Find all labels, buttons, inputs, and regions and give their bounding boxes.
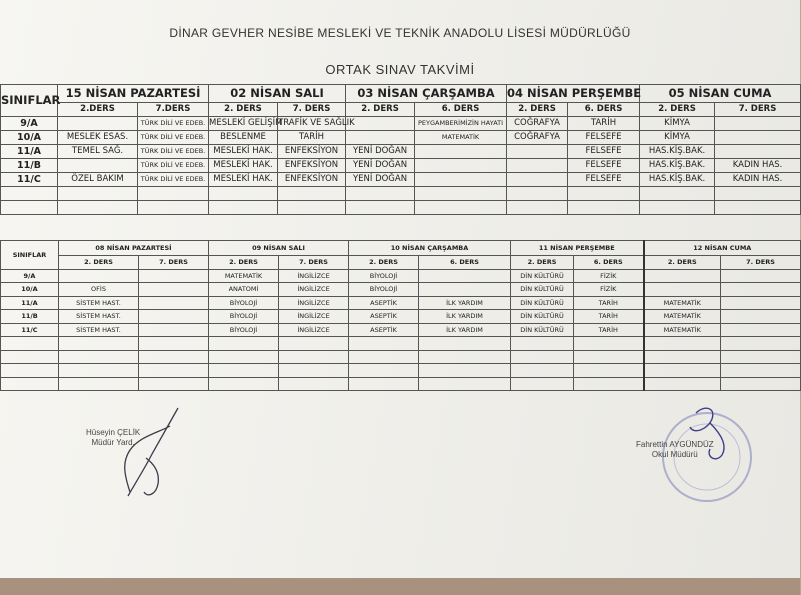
empty-cell xyxy=(1,350,59,364)
exam-cell: İNGİLİZCE xyxy=(279,269,349,283)
exam-cell: TARİH xyxy=(574,310,644,324)
slot-header: 7. DERS xyxy=(278,103,346,117)
signature-left xyxy=(86,428,140,449)
empty-cell xyxy=(419,377,511,391)
exam-cell: TEMEL SAĞ. xyxy=(58,145,138,159)
empty-cell xyxy=(279,377,349,391)
empty-cell xyxy=(139,337,209,351)
exam-cell: MESLEK ESAS. xyxy=(58,131,138,145)
empty-row xyxy=(1,201,801,215)
empty-cell xyxy=(644,377,721,391)
exam-cell xyxy=(346,117,415,131)
exam-cell: ENFEKSİYON xyxy=(278,173,346,187)
exam-cell: ÖZEL BAKIM xyxy=(58,173,138,187)
day-header: 09 NİSAN SALI xyxy=(209,241,349,256)
table-row xyxy=(1,323,801,337)
exam-cell: KADIN HAS. xyxy=(715,173,801,187)
empty-cell xyxy=(346,187,415,201)
empty-cell xyxy=(349,377,419,391)
exam-cell: DİN KÜLTÜRÜ xyxy=(511,283,574,297)
exam-cell xyxy=(644,283,721,297)
empty-cell xyxy=(574,377,644,391)
exam-cell: TARİH xyxy=(278,131,346,145)
empty-cell xyxy=(1,201,58,215)
slot-header: 2. DERS xyxy=(346,103,415,117)
day-header: 03 NİSAN ÇARŞAMBA xyxy=(346,85,507,103)
exam-cell xyxy=(419,283,511,297)
exam-cell: TARİH xyxy=(568,117,640,131)
exam-cell xyxy=(58,117,138,131)
exam-cell xyxy=(715,145,801,159)
class-name: 11/C xyxy=(1,173,58,187)
exam-cell: SİSTEM HAST. xyxy=(59,310,139,324)
slot-header: 7. DERS xyxy=(715,103,801,117)
exam-cell: İNGİLİZCE xyxy=(279,283,349,297)
exam-cell xyxy=(419,269,511,283)
empty-cell xyxy=(507,187,568,201)
empty-cell xyxy=(349,350,419,364)
signature-left-scribble xyxy=(100,402,200,502)
exam-cell: FELSEFE xyxy=(568,131,640,145)
empty-cell xyxy=(1,364,59,378)
exam-cell xyxy=(721,323,801,337)
empty-cell xyxy=(568,201,640,215)
empty-cell xyxy=(507,201,568,215)
empty-cell xyxy=(278,201,346,215)
exam-cell: TARİH xyxy=(574,296,644,310)
table-row xyxy=(1,145,801,159)
slot-header: 2. DERS xyxy=(511,256,574,270)
empty-cell xyxy=(415,201,507,215)
empty-row xyxy=(1,337,801,351)
empty-cell xyxy=(644,337,721,351)
exam-cell xyxy=(415,173,507,187)
slot-header: 7. DERS xyxy=(721,256,801,270)
empty-row xyxy=(1,377,801,391)
signature-left-name: Hüseyin ÇELİK xyxy=(86,428,141,437)
table-row xyxy=(1,131,801,145)
empty-cell xyxy=(59,364,139,378)
empty-cell xyxy=(511,350,574,364)
exam-cell xyxy=(721,269,801,283)
slot-header: 2. DERS xyxy=(349,256,419,270)
exam-schedule-table-2 xyxy=(0,240,801,391)
empty-cell xyxy=(715,201,801,215)
empty-cell xyxy=(1,337,59,351)
day-header-row xyxy=(1,85,801,103)
slot-header: 7. DERS xyxy=(139,256,209,270)
table-row xyxy=(1,117,801,131)
exam-cell: DİN KÜLTÜRÜ xyxy=(511,296,574,310)
exam-cell: TÜRK DİLİ VE EDEB. xyxy=(138,173,209,187)
exam-cell xyxy=(59,269,139,283)
signature-left-role: Müdür Yard. xyxy=(91,438,135,448)
empty-cell xyxy=(511,364,574,378)
exam-cell xyxy=(139,283,209,297)
table-row xyxy=(1,269,801,283)
class-name: 11/A xyxy=(1,145,58,159)
empty-cell xyxy=(415,187,507,201)
exam-cell: MATEMATİK xyxy=(644,296,721,310)
class-name: 11/C xyxy=(1,323,59,337)
day-header: 10 NİSAN ÇARŞAMBA xyxy=(349,241,511,256)
exam-cell: TÜRK DİLİ VE EDEB. xyxy=(138,145,209,159)
exam-cell: YENİ DOĞAN xyxy=(346,145,415,159)
class-name: 9/A xyxy=(1,269,59,283)
empty-cell xyxy=(640,201,715,215)
day-header: 02 NİSAN SALI xyxy=(209,85,346,103)
empty-cell xyxy=(139,377,209,391)
exam-cell: İLK YARDIM xyxy=(419,323,511,337)
exam-cell: TÜRK DİLİ VE EDEB. xyxy=(138,159,209,173)
empty-row xyxy=(1,187,801,201)
slot-header: 2. DERS xyxy=(209,256,279,270)
exam-cell: MESLEKİ HAK. xyxy=(209,145,278,159)
exam-cell: FİZİK xyxy=(574,269,644,283)
empty-cell xyxy=(511,377,574,391)
table-row xyxy=(1,310,801,324)
slot-header: 6. DERS xyxy=(568,103,640,117)
exam-cell: BİYOLOJİ xyxy=(349,269,419,283)
table-row xyxy=(1,296,801,310)
exam-cell: MESLEKİ GELİŞİM xyxy=(209,117,278,131)
exam-cell: MATEMATİK xyxy=(644,323,721,337)
classes-header: SINIFLAR xyxy=(1,85,58,117)
empty-cell xyxy=(349,337,419,351)
exam-cell: MESLEKİ HAK. xyxy=(209,173,278,187)
class-name: 10/A xyxy=(1,283,59,297)
exam-cell: COĞRAFYA xyxy=(507,117,568,131)
exam-cell: ASEPTİK xyxy=(349,296,419,310)
signature-right-name: Fahrettin AYGÜNDÜZ xyxy=(636,440,714,449)
exam-cell xyxy=(415,145,507,159)
exam-cell: İNGİLİZCE xyxy=(279,296,349,310)
exam-cell: ANATOMİ xyxy=(209,283,279,297)
exam-cell: SİSTEM HAST. xyxy=(59,296,139,310)
exam-cell: FELSEFE xyxy=(568,159,640,173)
empty-cell xyxy=(59,350,139,364)
exam-cell xyxy=(721,296,801,310)
class-name: 11/A xyxy=(1,296,59,310)
exam-cell: FİZİK xyxy=(574,283,644,297)
exam-cell xyxy=(715,131,801,145)
day-header: 12 NİSAN CUMA xyxy=(644,241,801,256)
school-name: DİNAR GEVHER NESİBE MESLEKİ VE TEKNİK ANADOLU LİSESİ MÜDÜRLÜĞÜ xyxy=(169,26,631,40)
slot-header: 2.DERS xyxy=(58,103,138,117)
empty-cell xyxy=(59,337,139,351)
exam-cell: KADIN HAS. xyxy=(715,159,801,173)
exam-cell: HAS.KİŞ.BAK. xyxy=(640,145,715,159)
slot-header: 2. DERS xyxy=(644,256,721,270)
table-row xyxy=(1,173,801,187)
empty-cell xyxy=(721,337,801,351)
exam-cell: YENİ DOĞAN xyxy=(346,159,415,173)
empty-cell xyxy=(419,364,511,378)
day-header: 15 NİSAN PAZARTESİ xyxy=(58,85,209,103)
empty-cell xyxy=(574,350,644,364)
exam-cell: HAS.KİŞ.BAK. xyxy=(640,173,715,187)
exam-cell xyxy=(507,173,568,187)
slot-header: 2. DERS xyxy=(209,103,278,117)
empty-cell xyxy=(644,364,721,378)
slot-header: 6. DERS xyxy=(419,256,511,270)
exam-cell xyxy=(507,159,568,173)
exam-cell xyxy=(58,159,138,173)
empty-cell xyxy=(640,187,715,201)
empty-cell xyxy=(644,350,721,364)
exam-cell: KİMYA xyxy=(640,117,715,131)
exam-cell: ASEPTİK xyxy=(349,323,419,337)
empty-cell xyxy=(715,187,801,201)
empty-cell xyxy=(568,187,640,201)
floor-background xyxy=(0,578,800,595)
exam-cell: BİYOLOJİ xyxy=(349,283,419,297)
empty-cell xyxy=(138,201,209,215)
day-header: 04 NİSAN PERŞEMBE xyxy=(507,85,640,103)
empty-cell xyxy=(721,377,801,391)
empty-cell xyxy=(511,337,574,351)
exam-cell: KİMYA xyxy=(640,131,715,145)
exam-cell: PEYGAMBERİMİZİN HAYATI xyxy=(415,117,507,131)
classes-header: SINIFLAR xyxy=(1,241,59,270)
day-header: 11 NİSAN PERŞEMBE xyxy=(511,241,644,256)
exam-cell xyxy=(715,117,801,131)
exam-cell: ENFEKSİYON xyxy=(278,145,346,159)
empty-cell xyxy=(139,364,209,378)
exam-cell: DİN KÜLTÜRÜ xyxy=(511,323,574,337)
empty-row xyxy=(1,350,801,364)
exam-cell: TÜRK DİLİ VE EDEB. xyxy=(138,131,209,145)
table-row xyxy=(1,159,801,173)
slot-header: 2. DERS xyxy=(640,103,715,117)
slot-header: 2. DERS xyxy=(59,256,139,270)
slot-header: 2. DERS xyxy=(507,103,568,117)
exam-cell: BİYOLOJİ xyxy=(209,296,279,310)
table-row xyxy=(1,283,801,297)
exam-cell: SİSTEM HAST. xyxy=(59,323,139,337)
empty-cell xyxy=(138,187,209,201)
slot-header: 7.DERS xyxy=(138,103,209,117)
slot-header-row xyxy=(1,256,801,270)
exam-cell: BESLENME xyxy=(209,131,278,145)
empty-cell xyxy=(58,187,138,201)
empty-cell xyxy=(209,187,278,201)
exam-cell xyxy=(507,145,568,159)
empty-cell xyxy=(58,201,138,215)
empty-cell xyxy=(279,350,349,364)
exam-cell: COĞRAFYA xyxy=(507,131,568,145)
exam-schedule-table-1 xyxy=(0,84,801,215)
empty-cell xyxy=(279,337,349,351)
empty-cell xyxy=(59,377,139,391)
exam-cell: OFİS xyxy=(59,283,139,297)
exam-cell xyxy=(721,310,801,324)
exam-cell: İLK YARDIM xyxy=(419,296,511,310)
empty-cell xyxy=(139,350,209,364)
slot-header-row xyxy=(1,103,801,117)
empty-cell xyxy=(721,350,801,364)
exam-cell: MATEMATİK xyxy=(209,269,279,283)
exam-cell: MATEMATİK xyxy=(644,310,721,324)
empty-cell xyxy=(574,337,644,351)
exam-cell: MESLEKİ HAK. xyxy=(209,159,278,173)
empty-cell xyxy=(209,350,279,364)
empty-cell xyxy=(419,350,511,364)
exam-cell: BİYOLOJİ xyxy=(209,310,279,324)
empty-cell xyxy=(419,337,511,351)
empty-cell xyxy=(209,201,278,215)
day-header: 08 NİSAN PAZARTESİ xyxy=(59,241,209,256)
signature-right xyxy=(636,440,714,461)
exam-cell: DİN KÜLTÜRÜ xyxy=(511,310,574,324)
empty-cell xyxy=(574,364,644,378)
signature-right-role: Okul Müdürü xyxy=(651,450,698,460)
empty-cell xyxy=(209,377,279,391)
slot-header: 6. DERS xyxy=(574,256,644,270)
exam-cell: ASEPTİK xyxy=(349,310,419,324)
exam-cell: FELSEFE xyxy=(568,145,640,159)
day-header: 05 NİSAN CUMA xyxy=(640,85,801,103)
empty-cell xyxy=(209,364,279,378)
empty-row xyxy=(1,364,801,378)
exam-cell xyxy=(139,310,209,324)
empty-cell xyxy=(278,187,346,201)
class-name: 10/A xyxy=(1,131,58,145)
exam-cell xyxy=(139,323,209,337)
day-header-row xyxy=(1,241,801,256)
slot-header: 6. DERS xyxy=(415,103,507,117)
exam-cell: TRAFİK VE SAĞLIK xyxy=(278,117,346,131)
exam-cell: İLK YARDIM xyxy=(419,310,511,324)
exam-cell: TÜRK DİLİ VE EDEB. xyxy=(138,117,209,131)
empty-cell xyxy=(346,201,415,215)
exam-cell xyxy=(346,131,415,145)
exam-cell xyxy=(139,296,209,310)
exam-cell: YENİ DOĞAN xyxy=(346,173,415,187)
slot-header: 7. DERS xyxy=(279,256,349,270)
exam-cell: İNGİLİZCE xyxy=(279,310,349,324)
empty-cell xyxy=(279,364,349,378)
class-name: 11/B xyxy=(1,310,59,324)
empty-cell xyxy=(209,337,279,351)
exam-cell: DİN KÜLTÜRÜ xyxy=(511,269,574,283)
empty-cell xyxy=(1,187,58,201)
exam-cell xyxy=(644,269,721,283)
exam-cell xyxy=(415,159,507,173)
empty-cell xyxy=(349,364,419,378)
class-name: 9/A xyxy=(1,117,58,131)
empty-cell xyxy=(721,364,801,378)
exam-cell: FELSEFE xyxy=(568,173,640,187)
exam-cell: ENFEKSİYON xyxy=(278,159,346,173)
exam-cell xyxy=(721,283,801,297)
exam-cell: BİYOLOJİ xyxy=(209,323,279,337)
exam-cell: HAS.KİŞ.BAK. xyxy=(640,159,715,173)
empty-cell xyxy=(1,377,59,391)
document-title: ORTAK SINAV TAKVİMİ xyxy=(325,62,475,77)
exam-cell: TARİH xyxy=(574,323,644,337)
class-name: 11/B xyxy=(1,159,58,173)
exam-cell: İNGİLİZCE xyxy=(279,323,349,337)
exam-cell xyxy=(139,269,209,283)
exam-cell: MATEMATİK xyxy=(415,131,507,145)
